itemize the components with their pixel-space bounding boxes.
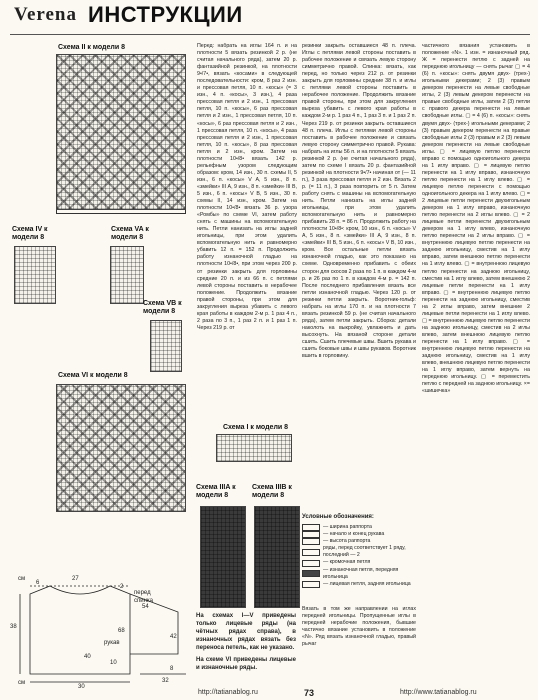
legend-item: — начало и конец рукава bbox=[302, 531, 416, 538]
dim-40: 40 bbox=[84, 654, 91, 660]
scheme-3a-chart bbox=[200, 506, 246, 608]
label-back: спинка bbox=[134, 598, 154, 604]
legend-text: Вязать в том же направлении на иглах передней игольницы. Пропущенные иглы в передней нерабочие положения, бывшие частично вязание установить в положение «N». Ряд вязать изнаночной гладью, правый рычаг bbox=[302, 606, 416, 648]
dim-6: 6 bbox=[36, 580, 40, 586]
rapport-width-icon bbox=[302, 524, 320, 531]
scheme-4-label: Схема IV к модели 8 bbox=[12, 226, 48, 241]
dim-42: 42 bbox=[170, 634, 177, 640]
dim-cm-bottom: см bbox=[18, 680, 26, 686]
header-rule bbox=[10, 34, 530, 35]
footer-url-left[interactable]: http://tatianablog.ru bbox=[198, 689, 258, 696]
legend-item: — лицевая петля, задняя игольница bbox=[302, 581, 416, 588]
legend-item: — высота раппорта bbox=[302, 538, 416, 545]
scheme-5b-chart bbox=[150, 320, 182, 372]
dim-8: 8 bbox=[170, 666, 174, 672]
legend-title: Условные обозначения: bbox=[302, 514, 374, 520]
instructions-back-sleeves: резинки закрыть оставшиеся 48 п. плеча. Иглы с петлями левой стороны поставить в рабочее положение и связать левую сторону симметрично правой. Спинка: вязать, как перед, но только через 212 р. от резинки закрыть для горловины средние 38 п. и иглы с петлями левой стороны поставить в нерабочее положение. Продолжить вязание правой стороны, при этом для закругления выреза убавить с левого края работы в каждом 2-м р. 1 раз 4 п., 1 раз 3 п. и 1 раз 2 п. Через 219 р. от резинки закрыть оставшиеся 48 п. плеча. Иглы с петлями левой стороны поставить в рабочее положение и связать левую сторону симметрично правой. Рукава: набрать на иглы 56 п. и на плотности 5 вязать резинкой 2 р. (не считая начального ряда), затем по схеме I вязать 20 р. фантазийной резинкой на плотности 9•/7• начиная от (— 11 п.), 3 раза прессовая петля и 2 изн. Вязать 2 р. (= 11 п.), 3 раза повторить от 5 п. Затем работу снять с машины на вспомогательную нить. Петли нанизать на иглы задней игольницы, при этом удалить вспомогательную нить и равномерно прибавить 28 п. = 86 п. Продолжить работу на плотности 10•/8•: кром, 10 изн., 6 п. «косы» V А, 5 изн., 8 п. «змейки» III А, 9 изн., 8 п. «змейки» III В, 5 изн., 6 п. «косы» V В, 10 изн., кром. Все остальные петли вязать изнаночной гладью, как это показано на схеме. Одновременно прибавить с обеих сторон для скосов 2 раза по 1 п. в каждом 4-м р. и 26 раз по 1 п. в каждом 4-м р. = 142 п. После последнего прибавления вязать все петли изнаночной гладью. Через 120 р. от резинки петли закрыть. Воротник-гольф: набрать на иглы 170 п. и на плотности 7 вязать резинкой 59 р. (не считая начального ряда), затем петли закрыть. Сборка: детали наколоть на выкройку, увлажнить и дать высохнуть. На вязаной стороне детали сшить. Сшить плечевые швы. Вшить рукава и сшить боковые швы и швы рукавов. Воротник вшить в горловину. bbox=[302, 43, 416, 360]
page-title: ИНСТРУКЦИИ bbox=[88, 2, 243, 27]
legend-item: — ширина раппорта bbox=[302, 524, 416, 531]
label-front: перед bbox=[134, 590, 151, 596]
knit-stitch-icon bbox=[302, 581, 320, 588]
dim-27: 27 bbox=[72, 576, 79, 582]
dim-32: 32 bbox=[162, 678, 169, 684]
scheme-2-chart bbox=[56, 54, 186, 210]
footer-url-right[interactable]: http://www.tatianablog.ru bbox=[400, 689, 477, 696]
legend-item: — кромочная петля bbox=[302, 559, 416, 566]
garment-schematic bbox=[10, 572, 198, 690]
dim-68: 68 bbox=[118, 628, 125, 634]
legend-item: — изнаночная петля, передняя игольница bbox=[302, 567, 416, 581]
scheme-5a-label: Схема VA к модели 8 bbox=[111, 226, 149, 241]
scheme-3a-label: Схема IIIA к модели 8 bbox=[196, 484, 236, 499]
label-sleeve: рукав bbox=[104, 640, 120, 646]
scheme-1-chart bbox=[216, 434, 292, 462]
edge-stitch-icon bbox=[302, 560, 320, 567]
scheme-5b-label: Схема VB к модели 8 bbox=[143, 300, 182, 315]
rapport-height-icon bbox=[302, 538, 320, 545]
scheme-6-label: Схема VI к модели 8 bbox=[58, 372, 128, 379]
brand-logo: Verena bbox=[14, 4, 77, 25]
dim-cm-top: см bbox=[18, 576, 26, 582]
legend-list bbox=[302, 524, 416, 588]
chart-notes: На схемах I—V приведены только лицевые ряды (на чётных рядах справа), в изнаночных рядах вязать без переноса петель, как не указано. bbox=[196, 613, 296, 651]
scheme-3b-chart bbox=[254, 506, 300, 608]
symbol-definitions: частичного вязания установить в положение «N». 1 изн. = изнаночный ряд. Ж = перенести петлю с задней на переднюю игольницу — снять рычаг ▢ = 4 (6) п. «косы»: снять двумя двух- (трех-) игольными декерами; 2 (3) правым декером перенести на левые свободные иглы, 2 (3) левым декером перенести на правые свободные иглы, затем 2 (3) петли с правого декера перенести на левые свободные иглы. ▢ = 4 (6) п. «косы»: снять двумя двух- (трех-) игольными декерами; 2 (3) правым декером перенести на правые свободные иглы 2 (3) правым и 2 (3) левым декером перенести на левые свободные иглы. ▢ = лицевую петлю перенести вправо с помощью одноигольного декера на 1 иглу вправо. ▢ = лицевую петлю перенести на 1 иглу вправо, изнаночную петлю перенести на 1 иглу влево. ▢ = лицевую петлю перенести с помощью одноигольного декера на 1 иглу влево. ▢ = 2 лицевые петли перенести двухигольным декером на 1 иглу вправо, изнаночную петлю перенести на 2 иглы влево. ▢ = 2 лицевые петли перенести двухигольным декером на 1 иглу влево, изнаночную петлю перенести на 2 иглы вправо. ▢ = внутреннюю лицевую петлю перенести на заднюю игольницу, сместив на 1 иглу вправо, затем внешнюю петлю перенести на 1 иглу влево. ▢ = внутреннюю лицевую петлю перенести на заднюю игольницу, сместив на 1 иглу влево, затем внешнюю 2 лицевые петли перенести на 1 иглу вправо. ▢ = внутреннюю лицевую петлю перенести на заднюю игольницу, сместив на 2 иглы вправо, затем внешние 2 лицевые петли перенести на 1 иглу влево. ▢ = внутреннюю лицевую петлю перенести на заднюю игольницу, сместив на 2 иглы влево, затем внешнюю лицевую петлю перенести на 1 иглу вправо. ▢ = внутреннюю лицевую петлю перенести на заднюю игольницу, сместив на 1 иглу влево, внешнюю лицевую петлю перенести на 1 иглу вправо, затем вернуть на переднюю игольницу. ▢ = переместить петлю с передней на заднюю игольницу. ×= «шишечка» bbox=[422, 43, 530, 395]
scheme-5a-chart bbox=[110, 246, 144, 304]
dim-2: 2 bbox=[120, 584, 124, 590]
chart-notes-2: На схеме VI приведены лицевые и изнаночные ряды. bbox=[196, 657, 296, 671]
rows-icon bbox=[302, 549, 320, 556]
dim-38: 38 bbox=[10, 624, 17, 630]
dim-10: 10 bbox=[110, 660, 117, 666]
scheme-6-chart bbox=[56, 384, 186, 512]
scheme-1-label: Схема I к модели 8 bbox=[223, 424, 289, 431]
purl-stitch-icon bbox=[302, 570, 320, 577]
dim-30: 30 bbox=[78, 684, 85, 690]
instructions-front: Перед: набрать на иглы 164 п. и на плотности 5 вязать резинкой 2 р. (не считая начального ряда), затем 20 р. фантазийной резинкой, на плотности 9•/7•, вязать «косами» в следующей последовательности: кром, 8 раз 2 изн. и прессовая петля, 10 п. «косы» (= 3 изн., 4 п. «косы», 3 изн.), 4 раза прессовая петля и 2 изн., 1 прессовая петля, 10 п. «косы», 6 раз прессовая петля и 2 изн., 1 прессовая петля, 10 п. «косы», 6 раз прессовая петля и 2 изн., 1 прессовая петля, 10 п. «косы», 4 раза прессовая петля и 2 изн., 1 прессовая петля, 10 п. «косы», 8 раз прессовая петля и 2 изн., кром. Затем на плотности 10•/8• вязать 142 р. рельефным узором следующим образом: кром, 14 изн., 30 п. схемы II, 5 изн., 6 п. «косы» V А, 5 изн., 8 п. «змейки» III А, 9 изн., 8 п. «змейки» III В, 5 изн., 6 п. «косы» V В, 5 изн., 30 п. схемы II, 14 изн., кром. Затем на плотности 10•/8• вязать 36 р. узора «Ромбы» по схеме VI, затем работу снять с машины на вспомогательную нить. Петли нанизать на иглы задней игольницы, при этом удалить вспомогательную нить и равномерно убавить 12 п. = 152 п. Продолжить работу изнаночной гладью на плотности 10•/8•, при этом через 200 р. от резинки закрыть для горловины средние 20 п. и из 66 п. с петлями левой стороны поставить в нерабочее положение. Продолжить вязание правой стороны, при этом для закругления выреза убавить с левого края работы в каждом 2-м р. 1 раз 4 п., 2 раза по 3 п., 1 раз 2 п. и 1 раз 1 п. Через 219 р. от bbox=[197, 43, 297, 331]
scheme-2-bracket bbox=[56, 210, 186, 214]
scheme-3b-label: Схема IIIB к модели 8 bbox=[252, 484, 292, 499]
page-number: 73 bbox=[304, 688, 315, 698]
legend-item: ряды, перед соответствует 1 ряду, последний — 2 bbox=[302, 545, 416, 559]
dim-54: 54 bbox=[142, 604, 149, 610]
sleeve-start-icon bbox=[302, 531, 320, 538]
scheme-4-chart bbox=[14, 246, 56, 304]
scheme-2-label: Схема II к модели 8 bbox=[58, 44, 125, 51]
